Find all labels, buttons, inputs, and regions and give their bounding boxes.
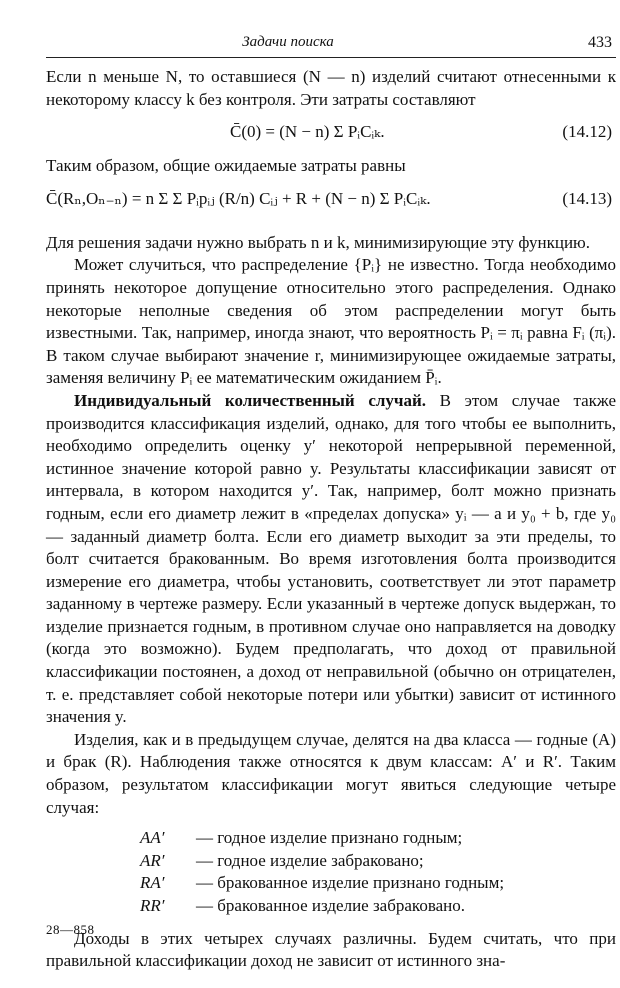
equation-14-13 <box>46 178 616 232</box>
equation-formula: C̄(Rₙ,Oₙ₋ₙ) = n Σ Σ Pᵢpᵢⱼ (R/n) Cᵢⱼ + R + (N − n) Σ PᵢCᵢₖ. <box>46 188 431 208</box>
cases-list <box>140 827 616 917</box>
case-text: — бракованное изделие признано годным; <box>196 873 505 893</box>
page-header <box>46 34 616 58</box>
paragraph-4: Может случиться, что распределение {Pᵢ} не известно. Тогда необходимо принять некоторое допущение относительно этого распределения. Однако некоторые неполные сведения об этом распределении могут быть известными. Так, например, иногда знают, что вероятность Pᵢ = πᵢ равна Fᵢ (πᵢ). В таком случае выбирают значение r, минимизирующее ожидаемые затраты, заменяя величину Pᵢ ее математическим ожиданием P̄ᵢ. <box>46 255 616 388</box>
page-number: 433 <box>588 34 612 51</box>
printer-signature: 28—858 <box>46 922 95 937</box>
paragraph-5 <box>46 390 616 729</box>
list-item <box>140 895 616 918</box>
equation-formula: C̄(0) = (N − n) Σ PᵢCᵢₖ. <box>230 122 385 142</box>
list-item <box>140 827 616 850</box>
case-text: — бракованное изделие забраковано. <box>196 896 466 915</box>
case-key: RR′ <box>140 896 165 915</box>
equation-number: (14.13) <box>562 188 612 208</box>
paragraph-1: Если n меньше N, то оставшиеся (N — n) изделий считают отнесенными к некоторому классу k без контроля. Эти затраты составляют <box>46 67 616 109</box>
section-run-in-heading: Индивидуальный количественный случай. <box>74 390 427 410</box>
paragraph-3: Для решения задачи нужно выбрать n и k, минимизирующие эту функцию. <box>46 232 590 252</box>
list-item <box>140 872 616 895</box>
equation-number: (14.12) <box>562 122 612 142</box>
header-rule <box>46 57 616 58</box>
paragraph-7: Доходы в этих четырех случаях различны. Будем считать, что при правильной классификации доход не зависит от истинного зна- <box>46 928 616 971</box>
list-item <box>140 850 616 873</box>
case-key: RA′ <box>140 873 165 893</box>
paragraph-2: Таким образом, общие ожидаемые затраты равны <box>46 156 406 176</box>
equation-14-12 <box>46 111 616 155</box>
case-key: AR′ <box>140 850 165 870</box>
page-body <box>46 66 616 973</box>
case-text: — годное изделие забраковано; <box>196 850 424 870</box>
case-text: — годное изделие признано годным; <box>196 828 463 848</box>
paragraph-6: Изделия, как и в предыдущем случае, делятся на два класса — годные (A) и брак (R). Наблюдения также относятся к двум классам: A′ и R′. Таким образом, результатом классификации могут явиться следующие четыре случая: <box>46 729 616 817</box>
running-title: Задачи поиска <box>242 34 334 50</box>
case-key: AA′ <box>140 828 165 848</box>
paragraph-5-text: В этом случае также производится классификация изделий, однако, для того чтобы ее выполнить, необходимо определить оценку y′ некоторой непрерывной переменной, истинное значение которой равно y. Результаты классификации зависят от интервала, в котором находится y′. Так, например, болт можно признать годным, если его диаметр лежит в «пределах допуска» yᵢ — a и y₀ + b, где y₀— заданный диаметр болта. Если его диаметр выходит за эти пределы, то болт считается бракованным. Во время изготовления болта производится измерение его диаметра, чтобы установить, соответствует ли этот параметр заданному в чертеже размеру. Если указанный в чертеже допуск выдержан, то изделие признается годным, в противном случае оно направляется на доводку (когда это возможно). Будем предполагать, что доход от правильной классификации постоянен, а доход от неправильной (обычно он отрицателен, т. е. представляет собой некоторые потери или убытки) зависит от истинного значения y. <box>46 390 616 727</box>
